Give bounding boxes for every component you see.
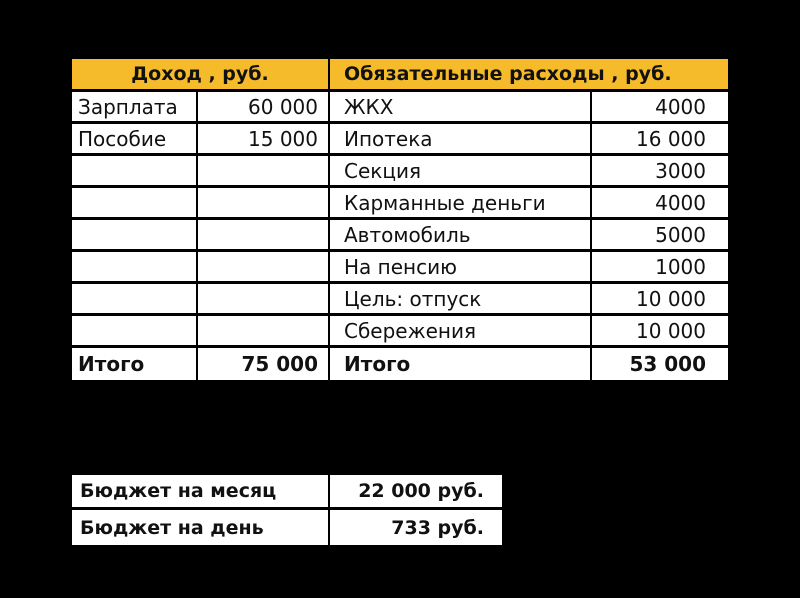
income-header: Доход , руб. <box>72 59 330 92</box>
income-value <box>198 284 330 316</box>
table-row <box>72 252 728 284</box>
expense-value: 5000 <box>592 220 728 252</box>
expense-label: На пенсию <box>330 252 592 284</box>
income-value <box>198 220 330 252</box>
table-row <box>72 316 728 348</box>
expense-label: Карманные деньги <box>330 188 592 220</box>
income-value <box>198 156 330 188</box>
totals-row <box>72 348 728 380</box>
expense-value: 10 000 <box>592 316 728 348</box>
budget-day-label: Бюджет на день <box>72 510 330 545</box>
expense-label: Автомобиль <box>330 220 592 252</box>
expense-value: 10 000 <box>592 284 728 316</box>
budget-month-value: 22 000 руб. <box>330 475 502 510</box>
income-value <box>198 188 330 220</box>
income-label <box>72 316 198 348</box>
income-label <box>72 156 198 188</box>
expense-label: Секция <box>330 156 592 188</box>
income-label <box>72 220 198 252</box>
income-label <box>72 188 198 220</box>
budget-row <box>72 475 502 510</box>
expense-label: ЖКХ <box>330 92 592 124</box>
budget-row <box>72 510 502 545</box>
table-row <box>72 92 728 124</box>
income-value: 15 000 <box>198 124 330 156</box>
expense-label: Цель: отпуск <box>330 284 592 316</box>
expense-label: Сбережения <box>330 316 592 348</box>
expense-value: 4000 <box>592 92 728 124</box>
table-row <box>72 284 728 316</box>
budget-day-value: 733 руб. <box>330 510 502 545</box>
income-label: Пособие <box>72 124 198 156</box>
table-row <box>72 188 728 220</box>
expense-value: 16 000 <box>592 124 728 156</box>
expense-value: 3000 <box>592 156 728 188</box>
income-total-value: 75 000 <box>198 348 330 380</box>
expenses-header: Обязательные расходы , руб. <box>330 59 728 92</box>
income-expense-table <box>72 59 728 380</box>
budget-month-label: Бюджет на месяц <box>72 475 330 510</box>
income-label <box>72 284 198 316</box>
budget-table <box>72 475 502 545</box>
income-total-label: Итого <box>72 348 198 380</box>
expense-total-value: 53 000 <box>592 348 728 380</box>
expense-total-label: Итого <box>330 348 592 380</box>
income-label: Зарплата <box>72 92 198 124</box>
income-value: 60 000 <box>198 92 330 124</box>
income-label <box>72 252 198 284</box>
table-row <box>72 220 728 252</box>
income-value <box>198 316 330 348</box>
table-row <box>72 156 728 188</box>
expense-label: Ипотека <box>330 124 592 156</box>
income-value <box>198 252 330 284</box>
table-header-row <box>72 59 728 92</box>
expense-value: 1000 <box>592 252 728 284</box>
table-row <box>72 124 728 156</box>
expense-value: 4000 <box>592 188 728 220</box>
